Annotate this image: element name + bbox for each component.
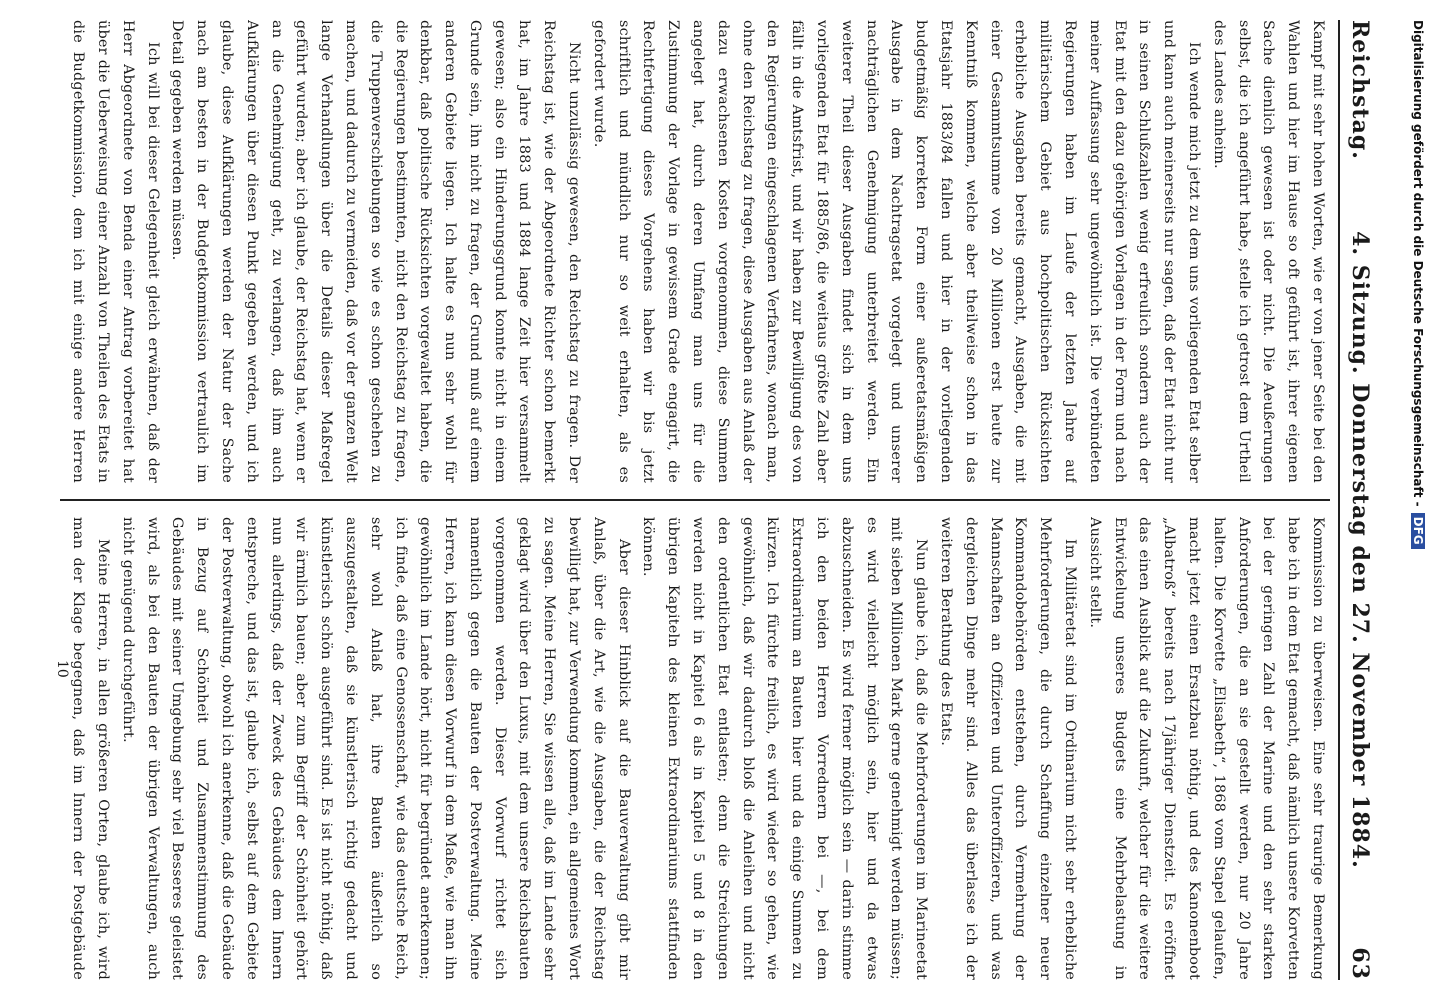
dfg-stamp-text: Digitalisierung gefördert durch die Deutsche Forschungsgemeinschaft -	[1411, 20, 1425, 507]
header-title: Reichstag.	[1347, 20, 1373, 160]
dfg-stamp	[1408, 20, 1428, 980]
text-columns	[60, 20, 1330, 980]
paragraph: Kommission zu überweisen. Eine sehr traurige Bemerkung habe ich in dem Etat gemacht, daß nämlich unsere Korvetten bei der geringen Zahl der Marine und den sehr starken Anforderungen, die an sie gestellt werden, nur 20 Jahre halten. Die Korvette „Elisabeth“, 1868 vom Stapel gelaufen, macht jetzt einen Ersatzbau nöthig, und des Kanonenboot „Albatroß“ bereits nach 17jähriger Dienstzeit. Es eröffnet das einen Ausblick auf die Zukunft, welcher für die weitere Entwickelung unseres Budgets eine Mehrbelastung in Aussicht stellt.	[1086, 517, 1326, 980]
document-page	[20, 20, 1380, 980]
column-divider	[60, 499, 1330, 501]
paragraph: Kampf mit sehr hohen Worten, wie er von jener Seite bei den Wahlen und hier im Hause so oft geführt ist, ihrer eigenen Sache dienlich gewesen ist oder nicht. Die Aeußerungen selbst, die ich angeführt habe, stelle ich getrost dem Urtheil des Landes anheim.	[1210, 20, 1326, 483]
page-number: 63	[1347, 947, 1373, 980]
dfg-logo-icon: DFG	[1411, 513, 1425, 549]
header-session-date: 4. Sitzung. Donnerstag den 27. November 1884.	[1347, 231, 1373, 869]
page-header	[1338, 20, 1380, 980]
signature-mark: 10	[54, 660, 70, 678]
paragraph: Aber dieser Hinblick auf die Bauverwaltung gibt mir Anlaß, über die Art, wie die Ausgaben, die der Reichstag bewilligt hat, zur Verwendung kommen, ein allgemeines Wort zu sagen. Meine Herren, Sie wissen alle, daß im Lande sehr geklagt wird über den Luxus, mit dem unsere Reichsbauten vorgenommen werden. Dieser Vorwurf richtet sich namentlich gegen die Bauten der Postverwaltung. Meine Herren, ich kann diesen Vorwurf in dem Maße, wie man ihn gewöhnlich im Lande hört, nicht für begründet anerkennen; ich finde, daß eine Genossenschaft, wie das deutsche Reich, sehr wohl Anlaß hat, ihre Bauten äußerlich so auszugestalten, daß sie künstlerisch richtig gedacht und künstlerisch schön ausgeführt sind. Es ist nicht nöthig, daß wir ärmlich bauen; aber zum Begriff der Schönheit gehört nun allerdings, daß der Zweck des Gebäudes dem Innern entspreche, und das ist, glaube ich, selbst auf dem Gebiete der Postverwaltung, obwohl ich anerkenne, daß die Gebäude in Bezug auf Schönheit und Zusammenstimmung des Gebäudes mit seiner Umgebung sehr viel Besseres geleistet wird, als bei den Bauten der übrigen Verwaltungen, auch nicht genügend durchgeführt.	[119, 517, 632, 980]
text-column-right	[60, 517, 1330, 980]
paragraph: Nicht unzulässig gewesen, den Reichstag zu fragen. Der Reichstag ist, wie der Abgeordnete Richter schon bemerkt hat, im Jahre 1883 und 1884 lange Zeit hier versammelt gewesen; also ein Hinderungsgrund konnte nicht in einem Grunde sein, ihn nicht zu fragen, der Grund muß auf einem anderen Gebiete liegen. Ich halte es nun sehr wohl für denkbar, daß politische Rücksichten vorgewaltet haben, die die Regierungen bestimmten, nicht den Reichstag zu fragen, die Truppenverschiebungen so wie es schon geschehen zu machen, und dadurch zu vermeiden, daß vor der ganzen Welt lange Verhandlungen über die Details dieser Maßregel geführt wurden; aber ich glaube, der Reichstag hat, wenn er an die Genehmigung geht, zu verlangen, daß ihm auch Aufklärungen über diesen Punkt gegeben werden, und ich glaube, diese Aufklärungen werden der Natur der Sache nach am besten in der Budgetkommission vertraulich im Detail gegeben werden müssen.	[169, 20, 583, 483]
paragraph: Im Militäretat sind im Ordinarium nicht sehr erhebliche Mehrforderungen, die durch Schaffung einzelner neuer Kommandobehörden entstehen, durch Vermehrung der Mannschaften an Offizieren und Unteroffizieren, und was dergleichen Dinge mehr sind. Alles das überlasse ich der weiteren Berathung des Etats.	[938, 517, 1079, 980]
paragraph: Meine Herren, in allen größeren Orten, glaube ich, wird man der Klage begegnen, daß im Innern der Postgebäude	[70, 517, 111, 980]
paragraph: Ich wende mich jetzt zu dem uns vorliegenden Etat selber und kann auch meinerseits nur sagen, daß der Etat nicht nur in seinen Schlußzahlen wenig erfreulich sondern auch der Etat mit den dazu gehörigen Vorlagen in der Form und nach meiner Auffassung sehr ungewöhnlich ist. Die verbündeten Regierungen haben im Laufe der letzten Jahre auf militärischem Gebiet aus hochpolitischen Rücksichten erhebliche Ausgaben bereits gemacht, Ausgaben, die mit einer Gesammtsumme von 20 Millionen erst heute zur Kenntniß kommen, welche aber theilweise schon in das Etatsjahr 1883/84 fallen und hier in der vorliegenden budgetmäßig korrekten Form einer außeretatsmäßigen Ausgabe in dem Nachtragsetat vorgelegt und unserer nachträglichen Genehmigung unterbreitet werden. Ein weiterer Theil dieser Ausgaben findet sich in dem uns vorliegenden Etat für 1885/86, die weitaus größte Zahl aber fällt in die Amtsfrist, und wir haben zur Bewilligung des von den Regierungen eingeschlagenen Verfahrens, wonach man, ohne den Reichstag zu fragen, diese Ausgaben aus Anlaß der dazu erwachsenen Kosten vorgenommen, diese Summen angelegt hat, durch deren Umfang man uns für die Zustimmung der Vorlage in gewissem Grade engagirt, die Rechtfertigung dieses Vorgehens haben wir bis jetzt schriftlich und mündlich nur so weit erhalten, als es gefordert wurde.	[590, 20, 1203, 483]
paragraph: Ich will bei dieser Gelegenheit gleich erwähnen, daß der Herr Abgeordnete von Benda einer Antrag vorbereitet hat über die Ueberweisung einer Anzahl von Theilen des Etats in die Budgetkommission, dem ich mit einige andere Herren	[70, 20, 161, 483]
paragraph: Nun glaube ich, daß die Mehrforderungen im Marineetat mit sieben Millionen Mark gerne genehmigt werden müssen; es wird vielleicht möglich sein, hier und da etwas abzuschneiden. Es wird ferner möglich sein — darin stimme ich den beiden Herren Vorrednern bei —, bei dem Extraordinarium an Bauten hier und da einige Summen zu kürzen. Ich fürchte freilich, es wird wieder so gehen, wie gewöhnlich, daß wir dadurch bloß die Anleihen und nicht den ordentlichen Etat entlasten; denn die Streichungen werden nicht in Kapitel 6 als in Kapitel 5 und 8 in den übrigen Kapiteln des kleinen Extraordinariums stattfinden können.	[640, 517, 930, 980]
text-column-left	[60, 20, 1330, 483]
